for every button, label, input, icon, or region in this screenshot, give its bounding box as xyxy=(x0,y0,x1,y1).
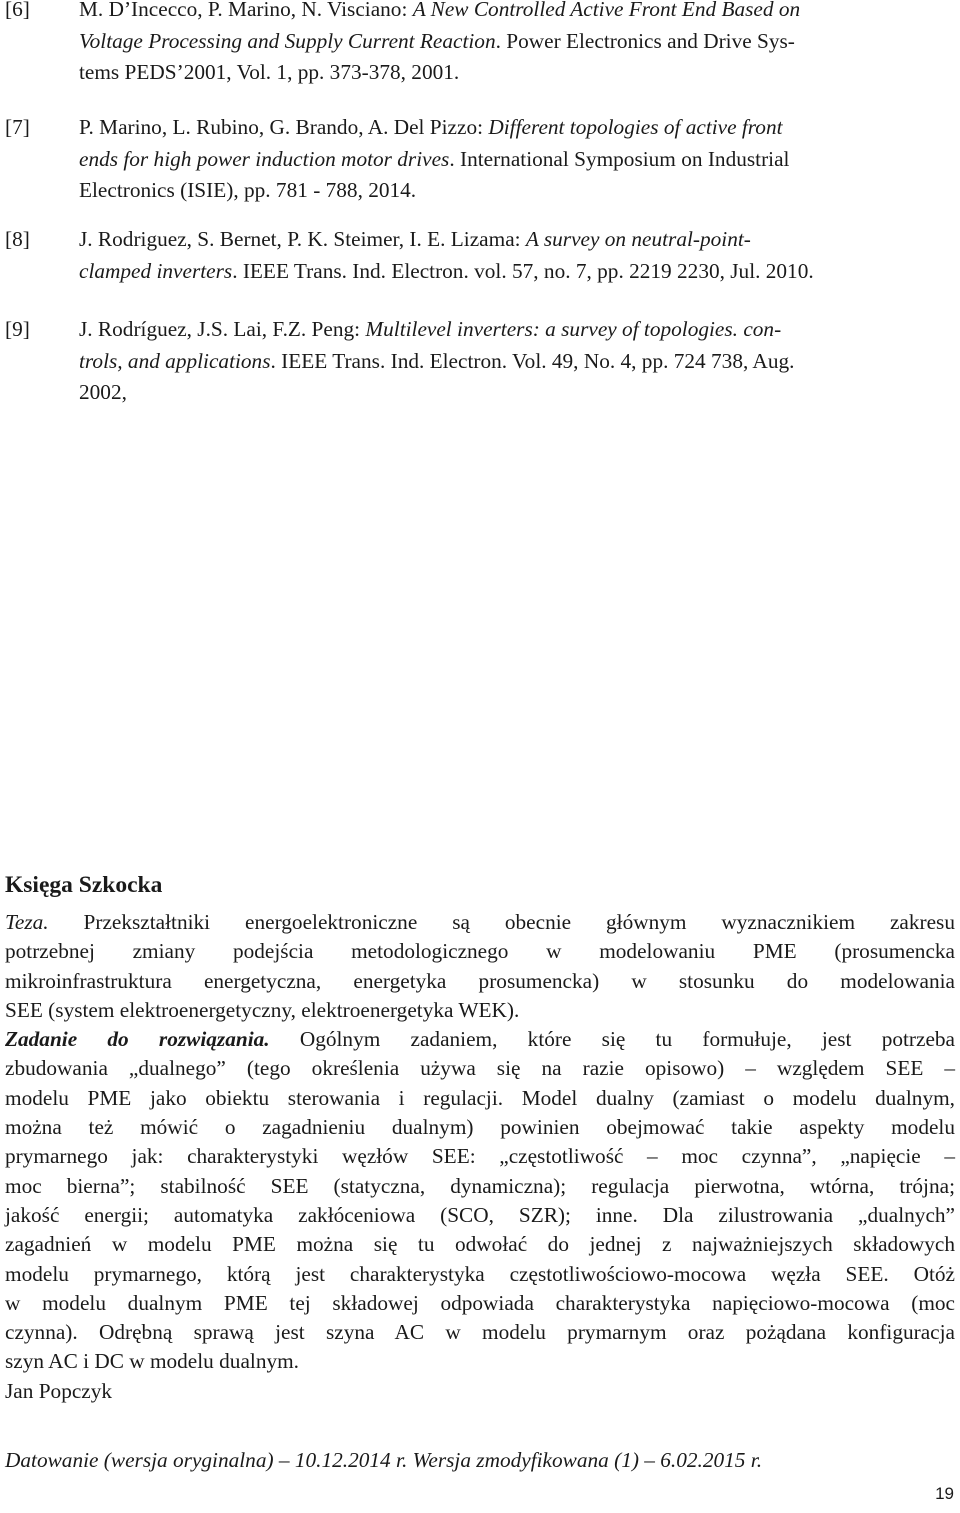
paragraph-text: Jan Popczyk xyxy=(5,1378,113,1403)
reference-number: [9] xyxy=(5,317,30,341)
reference-text-run: . IEEE Trans. Ind. Electron. Vol. 49, No. 4, pp. 724 738, Aug. xyxy=(270,348,795,373)
paragraph-line xyxy=(5,1113,955,1142)
reference-text xyxy=(79,224,955,287)
paragraph-line xyxy=(5,937,955,966)
reference-text xyxy=(79,0,955,89)
paragraph-line xyxy=(5,1142,955,1171)
reference-number: [7] xyxy=(5,115,30,139)
reference-title-text: trols, and applications xyxy=(79,348,271,373)
paragraph-text: SEE (system elektroenergetyczny, elektroenergetyka WEK). xyxy=(5,997,520,1022)
reference-text-run: Electronics (ISIE), pp. 781 - 788, 2014. xyxy=(79,178,417,202)
paragraph-text: szyn AC i DC w modelu dualnym. xyxy=(5,1349,300,1374)
paragraph-text: Przekształtniki energoelektroniczne są obecnie głównym wyznacznikiem zakresu xyxy=(48,910,955,934)
reference-title-text: Multilevel inverters: a survey of topologies. con- xyxy=(365,317,782,341)
reference-item xyxy=(5,112,955,207)
paragraph-text: jakość energii; automatyka zakłóceniowa (SCO, SZR); inne. Dla zilustrowania „dualnych” xyxy=(5,1202,955,1227)
page-number: 19 xyxy=(935,1484,954,1503)
paragraph-text: zagadnień w modelu PME można się tu odwołać do jednej z najważniejszych składowych xyxy=(5,1232,955,1257)
paragraph-text: można też mówić o zagadnieniu dualnym) powinien obejmować takie aspekty modelu xyxy=(5,1115,955,1140)
reference-item xyxy=(5,0,955,89)
reference-title-text: Voltage Processing and Supply Current Reaction xyxy=(79,28,496,53)
paragraph-line xyxy=(5,1201,955,1230)
paragraph-line xyxy=(5,1260,955,1289)
reference-text-run: P. Marino, L. Rubino, G. Brando, A. Del Pizzo: xyxy=(79,115,489,139)
paragraph-text: w modelu dualnym PME tej składowej odpowiada charakterystyka napięciowo-mocowa (moc xyxy=(5,1290,955,1315)
paragraph-line xyxy=(5,1289,955,1318)
thesis-label: Teza. xyxy=(5,910,49,934)
reference-text xyxy=(79,112,955,207)
paragraph-text: potrzebnej zmiany podejścia metodologicznego w modelowaniu PME (prosumencka xyxy=(5,939,955,964)
reference-text-run: . International Symposium on Industrial xyxy=(449,146,790,171)
paragraph-line xyxy=(5,1025,955,1054)
reference-title-text: Different topologies of active front xyxy=(488,115,783,139)
reference-item xyxy=(5,224,955,287)
paragraph-line xyxy=(5,1054,955,1083)
reference-number: [6] xyxy=(5,0,30,21)
paragraph-text: modelu PME jako obiektu sterowania i regulacji. Model dualny (zamiast o modelu dualnym, xyxy=(5,1085,955,1110)
paragraph-line xyxy=(5,1318,955,1347)
reference-text-run: J. Rodríguez, J.S. Lai, F.Z. Peng: xyxy=(79,317,366,341)
paragraph-text: Ogólnym zadaniem, które się tu formułuje, jest potrzeba xyxy=(269,1027,956,1052)
paragraph-text: prymarnego jak: charakterystyki węzłów SEE: „częstotliwość – moc czynna”, „napięcie – xyxy=(5,1144,955,1169)
paragraph-text: mikroinfrastruktura energetyczna, energetyka prosumencka) w stosunku do modelowania xyxy=(5,968,955,993)
reference-title-text: ends for high power induction motor drives xyxy=(79,146,450,171)
section-title: Księga Szkocka xyxy=(5,872,163,898)
reference-text-run: . Power Electronics and Drive Sys- xyxy=(495,28,795,53)
reference-text xyxy=(79,314,955,409)
reference-item xyxy=(5,314,955,409)
paragraph-line xyxy=(5,1172,955,1201)
paragraph-text: czynna). Odrębną sprawą jest szyna AC w modelu prymarnym oraz pożądana konfiguracja xyxy=(5,1320,955,1345)
reference-number: [8] xyxy=(5,227,30,251)
paragraph-line xyxy=(5,1230,955,1259)
reference-text-run: 2002, xyxy=(79,380,127,404)
body-paragraph xyxy=(5,908,955,1406)
paragraph-line xyxy=(5,1347,955,1376)
reference-title-text: A New Controlled Active Front End Based on xyxy=(412,0,801,21)
paragraph-text: zbudowania „dualnego” (tego określenia używa się na razie opisowo) – względem SEE – xyxy=(5,1056,955,1081)
reference-text-run: tems PEDS’2001, Vol. 1, pp. 373-378, 2001. xyxy=(79,60,460,84)
dating-line: Datowanie (wersja oryginalna) – 10.12.2014 r. Wersja zmodyfikowana (1) – 6.02.2015 r. xyxy=(5,1448,763,1472)
reference-title-text: A survey on neutral-point- xyxy=(525,227,751,251)
paragraph-text: moc bierna”; stabilność SEE (statyczna, dynamiczna); regulacja pierwotna, wtórna, trójna; xyxy=(5,1173,955,1198)
reference-text-run: M. D’Incecco, P. Marino, N. Visciano: xyxy=(79,0,413,21)
task-heading: Zadanie do rozwiązania. xyxy=(5,1027,270,1052)
paragraph-line xyxy=(5,1084,955,1113)
paragraph-line xyxy=(5,908,955,937)
paragraph-line xyxy=(5,967,955,996)
paragraph-text: modelu prymarnego, którą jest charakterystyka częstotliwościowo-mocowa węzła SEE. Otóż xyxy=(5,1261,955,1286)
paragraph-line xyxy=(5,1377,955,1406)
reference-title-text: clamped inverters xyxy=(79,258,233,283)
reference-text-run: . IEEE Trans. Ind. Electron. vol. 57, no. 7, pp. 2219 2230, Jul. 2010. xyxy=(232,258,814,283)
paragraph-line xyxy=(5,996,955,1025)
reference-text-run: J. Rodriguez, S. Bernet, P. K. Steimer, I. E. Lizama: xyxy=(79,227,526,251)
